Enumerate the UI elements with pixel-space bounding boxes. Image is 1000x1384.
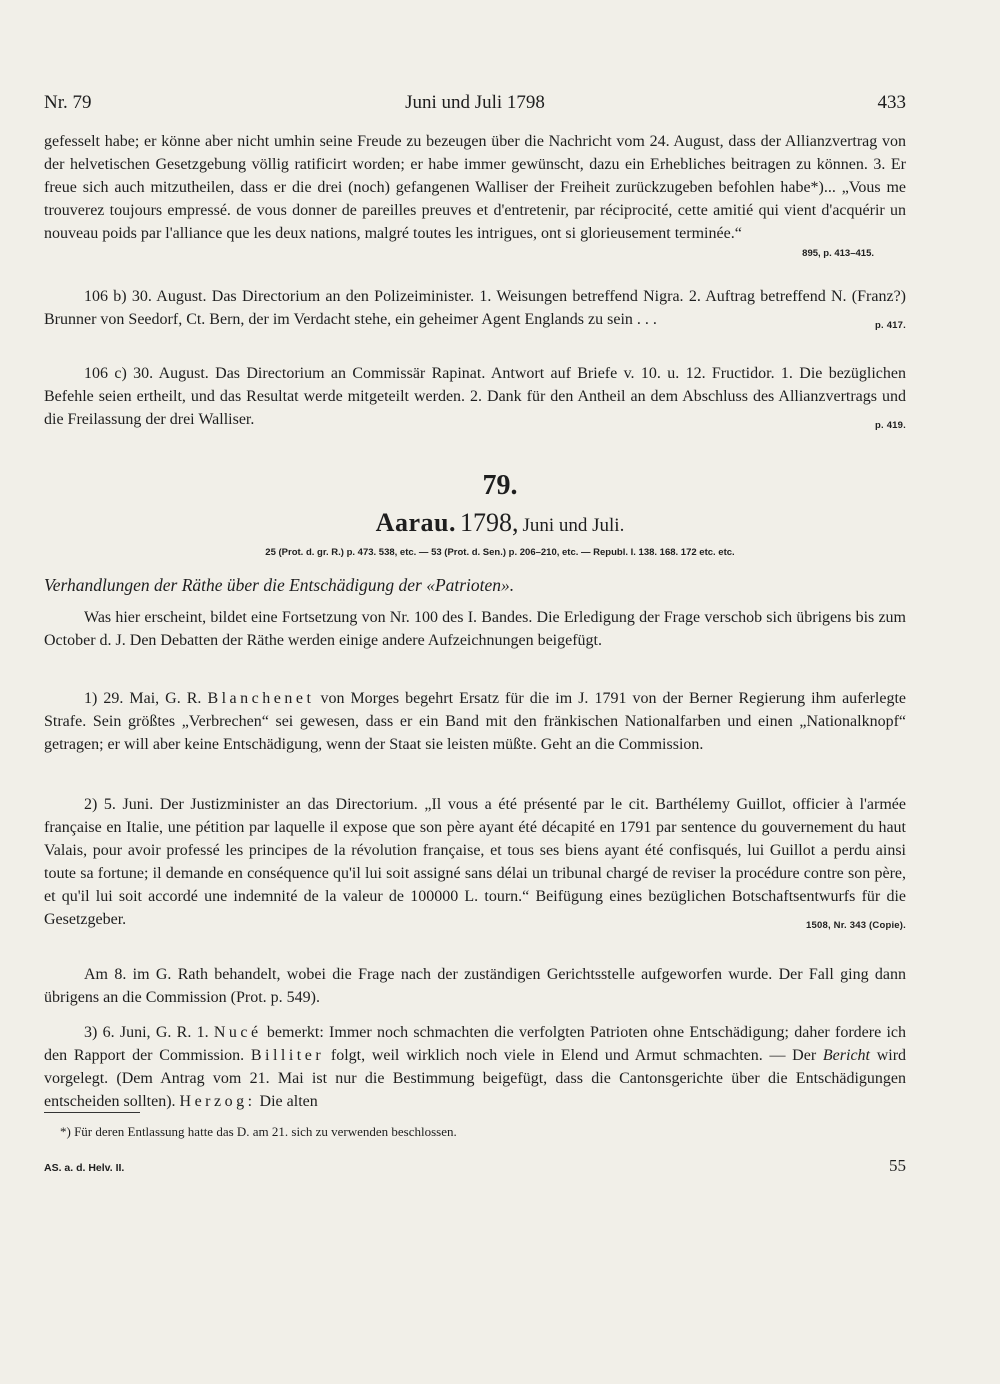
item-3-text-1: bemerkt: Immer noch schmachten die verfolgten Patrioten ohne Entschädigung; daher fordere ich den Rapport der Commission. <box>44 1024 907 1064</box>
header-title: Juni und Juli 1798 <box>405 92 545 113</box>
document-number: 79. <box>482 470 518 501</box>
header-page-number: 433 <box>877 92 906 113</box>
footer-sheet-number: 55 <box>889 1156 906 1175</box>
item-3-italic: Bericht <box>822 1047 870 1064</box>
item-3-prefix: 3) 6. Juni, G. R. 1. <box>84 1024 209 1041</box>
entry-106b <box>44 285 906 337</box>
entry-106b-text: 106 b) 30. August. Das Directorium an den Polizeiminister. 1. Weisungen betreffend Nigra. 2. Auftrag betreffend N. (Franz?) Brunner von Seedorf, Ct. Bern, der im Verdacht stehe, ein geheimer Agent Englands zu sein . . . <box>44 288 906 328</box>
document-title <box>0 508 1000 538</box>
continuation-paragraph <box>44 130 906 263</box>
item-3-name-nuce: Nucé <box>213 1024 262 1041</box>
item-2 <box>44 793 906 937</box>
item-3-name-herzog: Herzog: <box>179 1093 256 1110</box>
item-1 <box>44 687 906 756</box>
item-2-followup-text: Am 8. im G. Rath behandelt, wobei die Frage nach der zuständigen Gerichtsstelle aufgeworfen wurde. Der Fall ging dann übrigens an die Commission (Prot. p. 549). <box>44 966 906 1006</box>
header-number: Nr. 79 <box>44 92 92 113</box>
item-1-prefix: 1) 29. Mai, G. R. <box>84 690 202 707</box>
item-3 <box>44 1021 906 1113</box>
intro-text: Was hier erscheint, bildet eine Fortsetzung von Nr. 100 des I. Bandes. Die Erledigung der Frage verschob sich übrigens bis zum October d. J. Den Debatten der Räthe werden einige andere Aufzeichnungen beigefügt. <box>44 609 906 649</box>
document-summary: Verhandlungen der Räthe über die Entschädigung der «Patrioten». <box>44 575 515 595</box>
page-header <box>44 92 906 116</box>
entry-106c <box>44 362 906 437</box>
item-3-text-2: folgt, weil wirklich noch viele in Elend und Armut schmachten. — Der <box>330 1047 817 1064</box>
item-1-name: Blanchenet <box>207 690 315 707</box>
item-3-text-4: Die alten <box>259 1093 318 1110</box>
footer-signature: AS. a. d. Helv. II. <box>44 1162 125 1174</box>
document-year: 1798, <box>459 508 519 537</box>
footnote: *) Für deren Entlassung hatte das D. am 21. sich zu verwenden beschlossen. <box>60 1124 457 1139</box>
document-months: Juni und Juli. <box>522 515 625 536</box>
continuation-text: gefesselt habe; er könne aber nicht umhin seine Freude zu bezeugen über die Nachricht vom 24. August, dass der Allianzvertrag von der helvetischen Gesetzgebung völlig ratificirt worden; er habe immer gewünscht, dazu ein Erhebliches beitragen zu können. 3. Er freue sich auch mitzutheilen, dass er die drei (noch) gefangenen Walliser der Freiheit zurückzugeben befohlen habe*)... „Vous me trouverez toujours empressé. de vous donner de pareilles preuves et d'entretenir, par réciprocité, cette amitié qui vient d'acquérir un nouveau poids par l'alliance que les deux nations, malgré toutes les intrigues, ont si glorieusement terminée.“ <box>44 133 906 242</box>
entry-106c-ref: p. 419. <box>875 420 906 431</box>
footnote-rule <box>44 1112 140 1113</box>
entry-106c-text: 106 c) 30. August. Das Directorium an Commissär Rapinat. Antwort auf Briefe v. 10. u. 12. Fructidor. 1. Die bezüglichen Befehle seien ertheilt, und das Resultat werde mitgeteilt werden. 2. Dank für den Antheil an dem Abschluss des Allianzvertrags und die Freilassung der drei Walliser. <box>44 365 906 428</box>
item-1-text: von Morges begehrt Ersatz für die im J. 1791 von der Berner Regierung ihm auferlegte Strafe. Sein größtes „Verbrechen“ sei gewesen, dass er ein Band mit den fränkischen Nationalfarben und einen „Nationalknopf“ getragen; er will aber keine Entschädigung, wenn der Staat sie leisten müßte. Geht an die Commission. <box>44 690 907 753</box>
item-3-name-billiter: Billiter <box>250 1047 325 1064</box>
entry-106b-ref: p. 417. <box>875 320 906 331</box>
item-2-followup <box>44 963 906 1009</box>
item-3-text-3: wird vorgelegt. (Dem Antrag vom 21. Mai ist nur die Bestimmung beigefügt, dass die Cantonsgerichte über die Entschädigungen entscheiden sollten). <box>44 1047 907 1110</box>
intro-paragraph <box>44 606 906 652</box>
document-place: Aarau. <box>375 508 456 537</box>
document-sources: 25 (Prot. d. gr. R.) p. 473. 538, etc. — 53 (Prot. d. Sen.) p. 206–210, etc. — Republ. I. 138. 168. 172 etc. etc. <box>265 547 735 558</box>
item-2-ref: 1508, Nr. 343 (Copie). <box>806 920 906 931</box>
item-2-text: 2) 5. Juni. Der Justizminister an das Directorium. „Il vous a été présenté par le cit. Barthélemy Guillot, officier à l'armée française en Italie, une pétition par laquelle il expose que son père ayant été décapité en 1791 par sentence du gouvernement du haut Valais, pour avoir professé les principes de la révolution française, et tous ses biens ayant été confisqués, lui Guillot a perdu ainsi toute sa fortune; il demande en conséquence qu'il lui soit assigné sans délai un tribunal chargé de reviser la procédure contre son père, et qu'il lui soit accordé une indemnité de la valeur de 100000 L. tourn.“ Beifügung eines bezüglichen Botschaftsentwurfs für die Gesetzgeber. <box>44 796 906 928</box>
continuation-ref: 895, p. 413–415. <box>802 248 874 259</box>
